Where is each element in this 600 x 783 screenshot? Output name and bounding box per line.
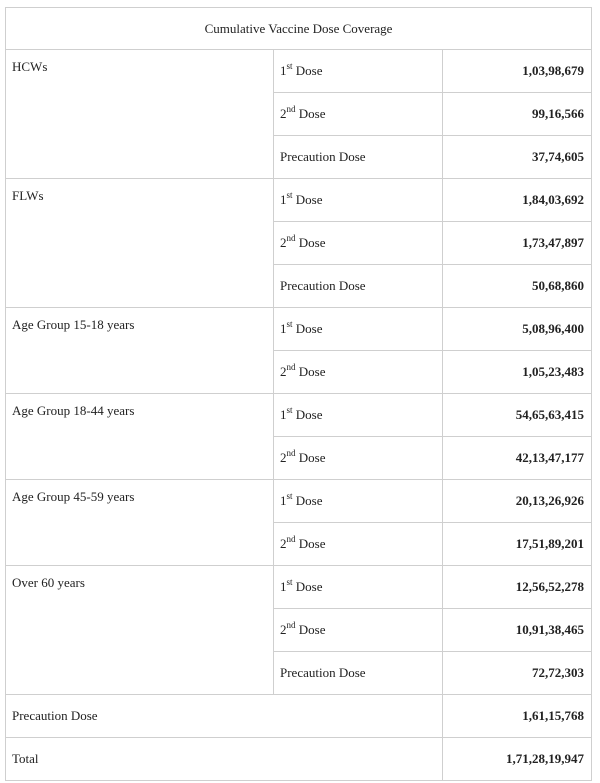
first-dose-label: 1st Dose xyxy=(274,308,443,351)
age-45-59-second-dose-value: 17,51,89,201 xyxy=(443,523,592,566)
over-60-first-dose-value: 12,56,52,278 xyxy=(443,566,592,609)
second-dose-label: 2nd Dose xyxy=(274,351,443,394)
group-over-60: Over 60 years xyxy=(6,566,274,695)
age-15-18-first-dose-value: 5,08,96,400 xyxy=(443,308,592,351)
group-hcws: HCWs xyxy=(6,50,274,179)
total-label: Total xyxy=(6,738,443,781)
age-18-44-first-dose-value: 54,65,63,415 xyxy=(443,394,592,437)
group-age-18-44: Age Group 18-44 years xyxy=(6,394,274,480)
group-age-45-59: Age Group 45-59 years xyxy=(6,480,274,566)
second-dose-label: 2nd Dose xyxy=(274,437,443,480)
precaution-dose-label: Precaution Dose xyxy=(274,265,443,308)
group-age-15-18: Age Group 15-18 years xyxy=(6,308,274,394)
precaution-dose-label: Precaution Dose xyxy=(274,652,443,695)
table-title: Cumulative Vaccine Dose Coverage xyxy=(6,8,592,50)
flws-first-dose-value: 1,84,03,692 xyxy=(443,179,592,222)
first-dose-label: 1st Dose xyxy=(274,480,443,523)
precaution-dose-total-label: Precaution Dose xyxy=(6,695,443,738)
first-dose-label: 1st Dose xyxy=(274,179,443,222)
over-60-second-dose-value: 10,91,38,465 xyxy=(443,609,592,652)
second-dose-label: 2nd Dose xyxy=(274,222,443,265)
age-18-44-second-dose-value: 42,13,47,177 xyxy=(443,437,592,480)
first-dose-label: 1st Dose xyxy=(274,566,443,609)
hcws-precaution-dose-value: 37,74,605 xyxy=(443,136,592,179)
total-value: 1,71,28,19,947 xyxy=(443,738,592,781)
second-dose-label: 2nd Dose xyxy=(274,609,443,652)
second-dose-label: 2nd Dose xyxy=(274,523,443,566)
age-45-59-first-dose-value: 20,13,26,926 xyxy=(443,480,592,523)
flws-precaution-dose-value: 50,68,860 xyxy=(443,265,592,308)
group-flws: FLWs xyxy=(6,179,274,308)
over-60-precaution-dose-value: 72,72,303 xyxy=(443,652,592,695)
age-15-18-second-dose-value: 1,05,23,483 xyxy=(443,351,592,394)
hcws-second-dose-value: 99,16,566 xyxy=(443,93,592,136)
first-dose-label: 1st Dose xyxy=(274,50,443,93)
precaution-dose-total-value: 1,61,15,768 xyxy=(443,695,592,738)
precaution-dose-label: Precaution Dose xyxy=(274,136,443,179)
flws-second-dose-value: 1,73,47,897 xyxy=(443,222,592,265)
hcws-first-dose-value: 1,03,98,679 xyxy=(443,50,592,93)
first-dose-label: 1st Dose xyxy=(274,394,443,437)
vaccine-coverage-table xyxy=(5,7,592,781)
second-dose-label: 2nd Dose xyxy=(274,93,443,136)
